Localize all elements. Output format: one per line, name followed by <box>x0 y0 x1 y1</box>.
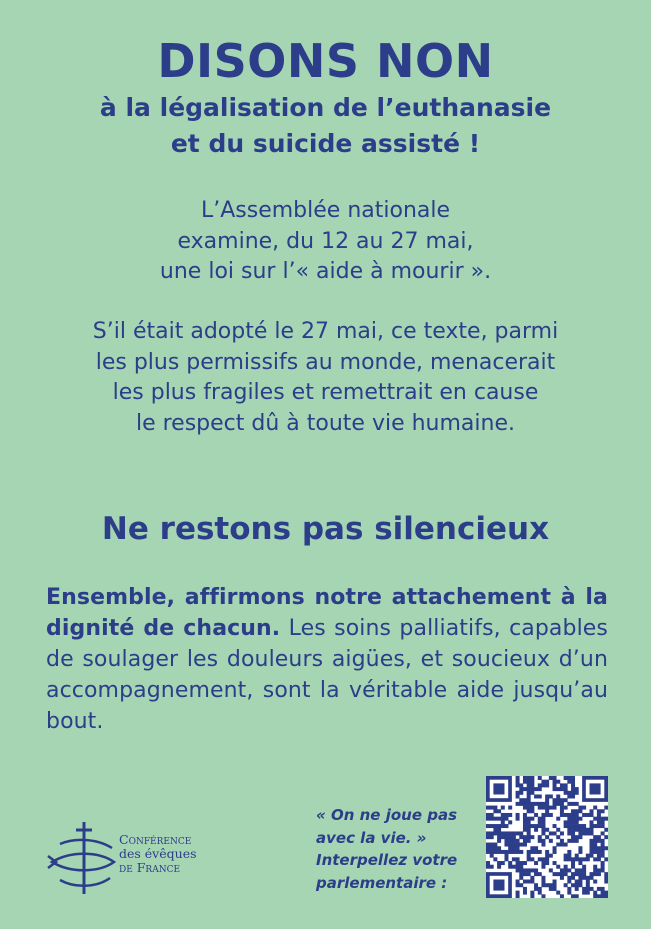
quote-line: Interpellez votre <box>316 851 458 869</box>
page-subtitle <box>0 90 651 162</box>
logo-line: de France <box>119 860 181 875</box>
warning-line: les plus permissifs au monde, menacerait <box>95 349 556 375</box>
warning-line: S’il était adopté le 27 mai, ce texte, parmi <box>92 319 559 344</box>
section-heading: Ne restons pas silencieux <box>101 511 550 547</box>
logo-line: Conférence <box>119 832 192 847</box>
warning-line: les plus fragiles et remettrait en cause <box>112 380 539 405</box>
body-regular-text: Les soins palliatifs, capables de soulager les douleurs aigües, et soucieux d’un accompagnement, sont la véritable aide jusqu’au bout. <box>46 616 608 734</box>
intro-line: L’Assemblée nationale <box>200 198 451 223</box>
body-paragraph <box>46 582 608 737</box>
warning-paragraph <box>0 317 651 439</box>
logo-text <box>119 833 197 875</box>
cef-logo <box>46 820 206 900</box>
logo-line: des évêques <box>119 846 197 861</box>
warning-line: le respect dû à toute vie humaine. <box>135 410 516 436</box>
quote-block <box>316 804 481 894</box>
body-bold-text: Ensemble, affirmons notre attachement à la dignité de chacun. <box>46 585 608 641</box>
cross-fish-icon <box>46 820 118 900</box>
quote-line: avec la vie. » <box>316 828 427 847</box>
intro-line: examine, du 12 au 27 mai, <box>177 228 474 254</box>
intro-paragraph <box>0 196 651 288</box>
quote-line: « On ne joue pas <box>316 806 458 824</box>
page-title: DISONS NON <box>157 34 494 88</box>
qr-code[interactable] <box>486 776 608 898</box>
quote-line: parlementaire : <box>316 873 448 892</box>
subtitle-line-2: et du suicide assisté ! <box>170 129 481 158</box>
subtitle-line-1: à la légalisation de l’euthanasie <box>99 93 552 122</box>
qr-code-icon <box>486 776 608 898</box>
intro-line: une loi sur l’« aide à mourir ». <box>159 259 492 284</box>
